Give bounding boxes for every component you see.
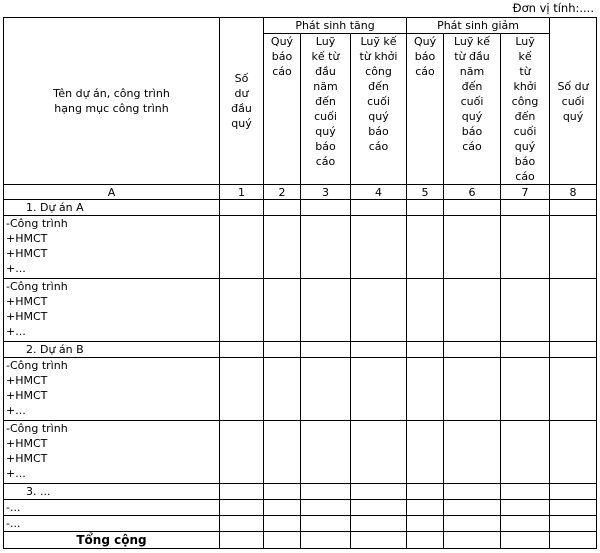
header-line: cáo [272, 65, 292, 78]
project-a-label: 1. Dự án A [4, 200, 220, 216]
header-line: năm [313, 80, 338, 93]
header-dec-ytd [444, 34, 501, 185]
header-line: cáo [515, 170, 535, 183]
table-row [4, 484, 597, 500]
header-line: Luỹ kế [360, 35, 397, 48]
header-closing-line: Số dư [557, 79, 589, 93]
header-line: báo [461, 125, 483, 138]
list-item: +HMCT [6, 295, 48, 308]
index-cell: 1 [220, 185, 264, 200]
table-row [4, 279, 597, 342]
table-row [4, 516, 597, 532]
header-line: đến [368, 80, 389, 93]
project-a-block-1 [4, 216, 220, 279]
header-dec-since-start [501, 34, 550, 185]
header-line: đến [461, 80, 483, 93]
dash-row-1: -... [4, 500, 220, 516]
index-cell: 8 [550, 185, 597, 200]
header-line: Luỹ kế [453, 35, 491, 48]
header-line: công [511, 95, 539, 108]
index-cell: A [4, 185, 220, 200]
header-line: cuối [367, 95, 390, 108]
header-line: báo [315, 140, 336, 153]
total-label: Tổng cộng [4, 532, 220, 549]
list-item: +... [6, 262, 26, 275]
header-line: báo [514, 155, 536, 168]
header-line: Luỹ [515, 35, 535, 48]
header-line: cáo [415, 65, 435, 78]
header-group-decrease: Phát sinh giảm [407, 18, 550, 34]
list-item: +HMCT [6, 437, 48, 450]
header-closing [550, 18, 597, 185]
list-item: +HMCT [6, 232, 48, 245]
table-row [4, 200, 597, 216]
list-item: +... [6, 467, 26, 480]
header-name-line1: Tên dự án, công trình [53, 87, 170, 100]
index-cell: 4 [351, 185, 407, 200]
header-line: công [365, 65, 392, 78]
header-line: báo [368, 125, 389, 138]
list-item: +HMCT [6, 389, 48, 402]
header-line: cuối [513, 125, 537, 138]
header-line: từ [519, 65, 531, 78]
index-cell: 5 [407, 185, 444, 200]
project-b-label: 2. Dự án B [4, 342, 220, 358]
table-row [4, 216, 597, 279]
header-inc-since-start [351, 34, 407, 185]
header-name [4, 18, 220, 185]
header-line: từ đầu [454, 50, 490, 63]
header-group-increase: Phát sinh tăng [264, 18, 407, 34]
header-closing-line: quý [562, 109, 584, 123]
header-line: cáo [462, 140, 482, 153]
header-line: Quý [413, 35, 437, 48]
header-line: từ khởi [359, 50, 398, 63]
project-3-label: 3. ... [4, 484, 220, 500]
table-row [4, 421, 597, 484]
project-b-block-2 [4, 421, 220, 484]
header-inc-ytd [301, 34, 351, 185]
header-line: khởi [513, 80, 537, 93]
table-row [4, 342, 597, 358]
header-line: cuối [314, 110, 337, 123]
header-line: đến [514, 110, 536, 123]
table-row [4, 358, 597, 421]
list-item: -Công trình [6, 280, 68, 293]
report-table [3, 17, 597, 549]
header-line: quý [368, 110, 389, 123]
header-line: Luỹ [315, 35, 336, 48]
header-line: năm [459, 65, 485, 78]
header-line: cuối [460, 95, 484, 108]
header-inc-quarter [264, 34, 301, 185]
unit-label: Đơn vị tính:.... [512, 1, 594, 15]
index-cell: 7 [501, 185, 550, 200]
header-line: quý [461, 110, 483, 123]
header-name-line2: hạng mục công trình [54, 102, 169, 115]
header-dec-quarter [407, 34, 444, 185]
header-line: đến [315, 95, 336, 108]
list-item: +HMCT [6, 452, 48, 465]
index-cell: 2 [264, 185, 301, 200]
header-line: báo [414, 50, 436, 63]
index-cell: 6 [444, 185, 501, 200]
list-item: -Công trình [6, 217, 68, 230]
list-item: -Công trình [6, 359, 68, 372]
index-cell: 3 [301, 185, 351, 200]
header-line: cáo [368, 140, 389, 153]
header-line: Quý [270, 35, 294, 48]
list-item: +HMCT [6, 310, 48, 323]
header-opening-line: dư [234, 87, 249, 100]
header-opening-line: Số [234, 72, 249, 85]
list-item: +... [6, 404, 26, 417]
index-row [4, 185, 597, 200]
list-item: +... [6, 325, 26, 338]
header-line: cáo [315, 155, 336, 168]
list-item: +HMCT [6, 374, 48, 387]
header-line: đầu [315, 65, 336, 78]
list-item: -Công trình [6, 422, 68, 435]
header-closing-line: cuối [561, 94, 585, 108]
dash-row-2: -... [4, 516, 220, 532]
header-line: báo [271, 50, 293, 63]
header-line: kế [518, 50, 532, 63]
header-line: kế từ [311, 50, 340, 63]
project-b-block-1 [4, 358, 220, 421]
table-row [4, 500, 597, 516]
project-a-block-2 [4, 279, 220, 342]
list-item: +HMCT [6, 247, 48, 260]
header-opening-line: đầu [231, 102, 252, 115]
header-line: quý [514, 140, 536, 153]
header-opening [220, 18, 264, 185]
header-line: quý [315, 125, 336, 138]
total-row [4, 532, 597, 549]
header-opening-line: quý [231, 117, 252, 130]
